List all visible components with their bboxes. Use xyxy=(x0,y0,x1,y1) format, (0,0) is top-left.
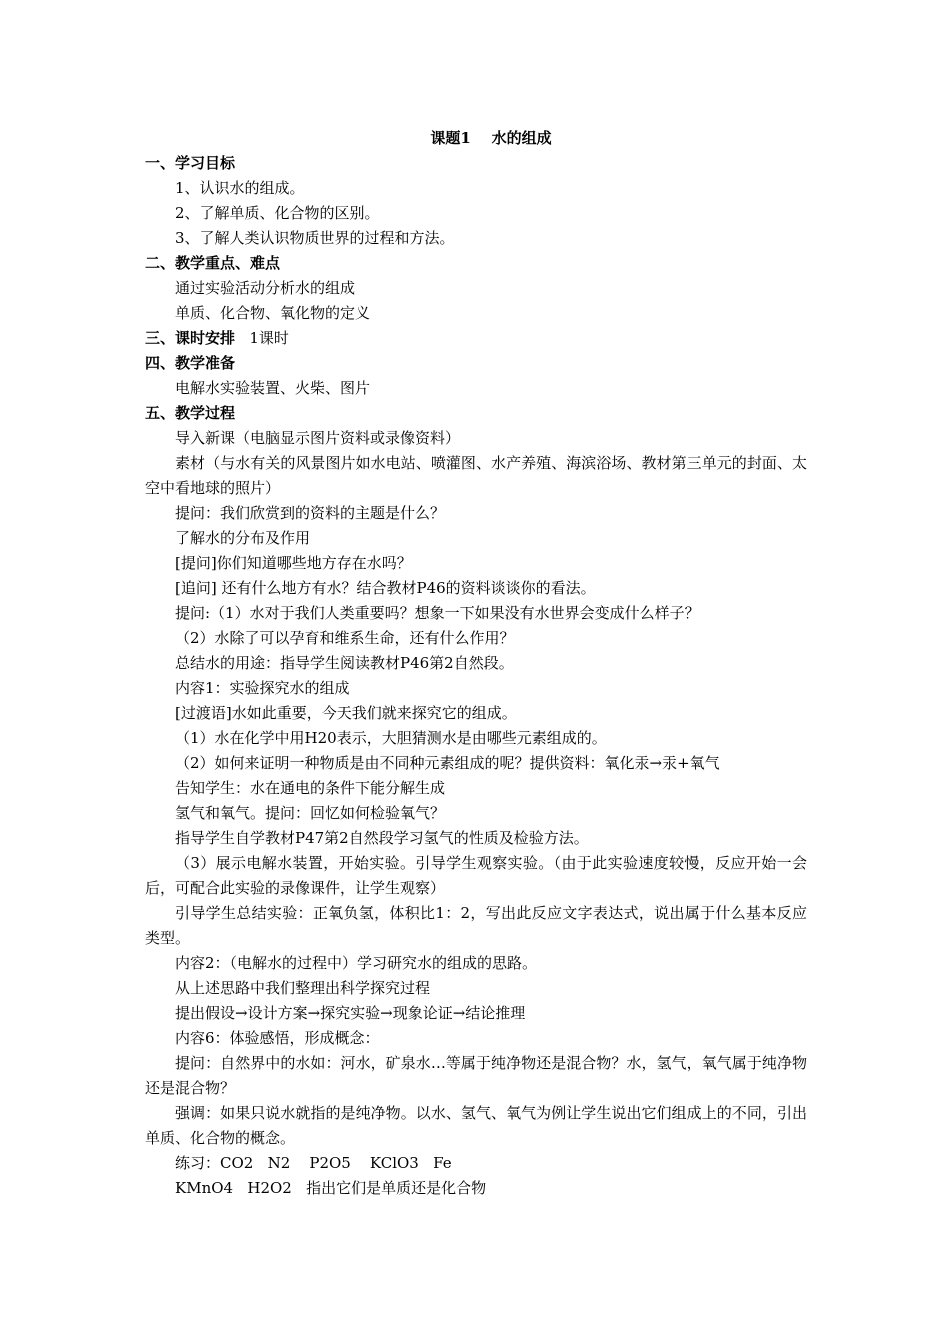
process-line: 内容6：体验感悟，形成概念： xyxy=(175,1029,380,1047)
process-line: （2）水除了可以孕育和维系生命，还有什么作用？ xyxy=(175,629,515,647)
process-line: 提出假设→设计方案→探究实验→现象论证→结论推理 xyxy=(175,1004,526,1022)
process-line: 指导学生自学教材P47第2自然段学习氢气的性质及检验方法。 xyxy=(175,829,589,847)
process-line: 提问：我们欣赏到的资料的主题是什么？ xyxy=(175,504,446,522)
key-point-line: 单质、化合物、氧化物的定义 xyxy=(175,304,371,322)
process-line: [过渡语]水如此重要，今天我们就来探究它的组成。 xyxy=(175,704,517,722)
objective-line: 1、认识水的组成。 xyxy=(175,179,305,197)
process-line: [提问]你们知道哪些地方存在水吗？ xyxy=(175,554,412,572)
process-line: 氢气和氧气。提问：回忆如何检验氧气？ xyxy=(175,804,446,822)
exercise-line: 练习：CO2 N2 P2O5 KClO3 Fe xyxy=(175,1154,452,1172)
process-line: 总结水的用途：指导学生阅读教材P46第2自然段。 xyxy=(175,654,514,672)
process-line: （2）如何来证明一种物质是由不同种元素组成的呢？提供资料：氧化汞→汞+氧气 xyxy=(175,754,720,772)
objective-line: 2、了解单质、化合物的区别。 xyxy=(175,204,380,222)
process-paragraph: 强调：如果只说水就指的是纯净物。以水、氢气、氧气为例让学生说出它们组成上的不同，引出单质、化合物的概念。 xyxy=(145,1104,807,1147)
process-paragraph: （3）展示电解水装置，开始实验。引导学生观察实验。（由于此实验速度较慢，反应开始一会后，可配合此实验的录像课件，让学生观察） xyxy=(145,854,807,897)
process-line: 内容1：实验探究水的组成 xyxy=(175,679,350,697)
document-title: 课题1 水的组成 xyxy=(430,129,552,147)
process-paragraph: 素材（与水有关的风景图片如水电站、喷灌图、水产养殖、海滨浴场、教材第三单元的封面、太空中看地球的照片） xyxy=(145,454,807,497)
process-line: 导入新课（电脑显示图片资料或录像资料） xyxy=(175,429,461,447)
process-line: 提问:（1）水对于我们人类重要吗？想象一下如果没有水世界会变成什么样子？ xyxy=(175,604,700,622)
objective-line: 3、了解人类认识物质世界的过程和方法。 xyxy=(175,229,455,247)
process-line: [追问] 还有什么地方有水？结合教材P46的资料谈谈你的看法。 xyxy=(175,579,596,597)
process-paragraph: 提问：自然界中的水如：河水，矿泉水…等属于纯净物还是混合物？水，氢气，氧气属于纯净物还是混合物？ xyxy=(145,1054,807,1097)
process-line: 告知学生：水在通电的条件下能分解生成 xyxy=(175,779,446,797)
exercise-line: KMnO4 H2O2 指出它们是单质还是化合物 xyxy=(175,1179,487,1197)
process-paragraph: 引导学生总结实验：正氧负氢，体积比1：2，写出此反应文字表达式，说出属于什么基本反应类型。 xyxy=(145,904,807,947)
process-line: 了解水的分布及作用 xyxy=(175,529,311,547)
key-point-line: 通过实验活动分析水的组成 xyxy=(175,279,356,297)
preparation-line: 电解水实验装置、火柴、图片 xyxy=(175,379,371,397)
section-heading-preparation: 四、教学准备 xyxy=(145,354,236,372)
process-line: （1）水在化学中用H20表示，大胆猜测水是由哪些元素组成的。 xyxy=(175,729,607,747)
section-heading-objectives: 一、学习目标 xyxy=(145,154,236,172)
document-page xyxy=(145,126,807,1201)
schedule-value: 1课时 xyxy=(235,329,289,347)
process-line: 从上述思路中我们整理出科学探究过程 xyxy=(175,979,431,997)
section-heading-process: 五、教学过程 xyxy=(145,404,236,422)
section-heading-key-points: 二、教学重点、难点 xyxy=(145,254,281,272)
section-heading-schedule: 三、课时安排 1课时 xyxy=(145,329,289,347)
process-line: 内容2：（电解水的过程中）学习研究水的组成的思路。 xyxy=(175,954,538,972)
